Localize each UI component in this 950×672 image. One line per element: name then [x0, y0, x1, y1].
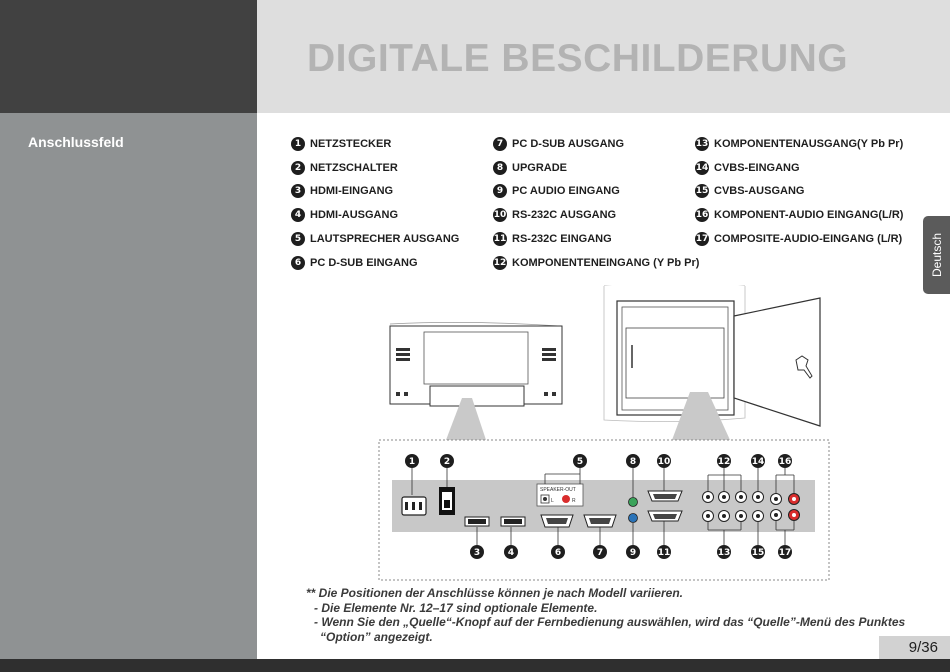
callout-8	[626, 454, 640, 468]
footer-bar	[0, 659, 950, 672]
hdmi-out-port	[501, 517, 525, 526]
legend-number: 11	[493, 234, 507, 244]
svg-text:15: 15	[751, 548, 765, 558]
svg-text:7: 7	[596, 548, 604, 558]
svg-text:14: 14	[751, 457, 765, 467]
svg-text:17: 17	[778, 548, 792, 558]
callout-15	[751, 545, 765, 559]
legend-number: 7	[493, 137, 507, 151]
legend-number: 5	[291, 232, 305, 246]
legend-label: PC D-SUB AUSGANG	[512, 138, 625, 150]
legend-number: 16	[695, 210, 709, 220]
legend-label: PC AUDIO EINGANG	[512, 185, 620, 197]
legend-number: 6	[291, 256, 305, 270]
svg-text:8: 8	[629, 457, 637, 467]
legend-number: 9	[493, 184, 507, 198]
legend-number: 10	[493, 210, 507, 220]
page-number: 9/36	[908, 639, 938, 656]
legend-number: 13	[695, 139, 709, 149]
legend-label: KOMPONENTENAUSGANG(Y Pb Pr)	[714, 138, 904, 150]
speaker-out-port	[537, 484, 583, 506]
footnotes	[306, 586, 905, 644]
callout-7	[593, 545, 607, 559]
pc-audio-in-port	[629, 514, 638, 523]
cabinet-illustration	[604, 286, 820, 440]
pc-dsub-in-port	[541, 515, 573, 527]
note-line: “Option” angezeigt.	[320, 629, 433, 644]
hdmi-in-port	[465, 517, 489, 526]
callout-10	[657, 454, 671, 468]
svg-text:11: 11	[657, 548, 671, 558]
language-tab-label: Deutsch	[929, 232, 944, 278]
legend-number: 4	[291, 208, 305, 222]
svg-text:16: 16	[778, 457, 792, 467]
legend-number: 2	[291, 161, 305, 175]
power-switch	[439, 487, 455, 515]
legend-number: 15	[695, 186, 709, 196]
svg-text:5: 5	[576, 457, 584, 467]
callout-4	[504, 545, 518, 559]
legend-label: NETZSTECKER	[310, 138, 392, 150]
svg-text:10: 10	[657, 457, 671, 467]
svg-text:9: 9	[629, 548, 637, 558]
legend-number: 12	[493, 258, 507, 268]
callout-11	[657, 545, 671, 559]
page-number-box	[879, 636, 950, 659]
svg-text:1: 1	[408, 457, 416, 467]
note-line: - Wenn Sie den „Quelle“-Knopf auf der Fernbedienung auswählen, wird das “Quelle”-Menü des Punktes	[314, 615, 906, 629]
legend-number: 8	[493, 161, 507, 175]
callout-5	[573, 454, 587, 468]
display-back-illustration	[390, 322, 562, 440]
legend-label: KOMPONENTENEINGANG (Y Pb Pr)	[512, 257, 700, 269]
legend-label: COMPOSITE-AUDIO-EINGANG (L/R)	[714, 233, 903, 245]
svg-text:6: 6	[554, 548, 562, 558]
legend-number: 1	[291, 137, 305, 151]
legend-label: PC D-SUB EINGANG	[310, 257, 418, 269]
legend-number: 17	[695, 234, 709, 244]
section-heading: Anschlussfeld	[28, 134, 124, 150]
legend-label: HDMI-EINGANG	[310, 185, 394, 197]
svg-text:2: 2	[443, 457, 451, 467]
svg-text:13: 13	[717, 548, 731, 558]
legend-number: 14	[695, 163, 709, 173]
legend-label: KOMPONENT-AUDIO EINGANG(L/R)	[714, 209, 904, 221]
component-in-ports	[703, 492, 747, 503]
svg-text:4: 4	[507, 548, 515, 558]
rs232c-out-port	[648, 491, 682, 501]
rs232c-in-port	[648, 511, 682, 521]
legend-label: HDMI-AUSGANG	[310, 209, 398, 221]
note-line: ** Die Positionen der Anschlüsse können je nach Modell variieren.	[306, 586, 683, 600]
speaker-left-label: L	[551, 498, 554, 504]
legend-label: LAUTSPRECHER AUSGANG	[310, 233, 460, 245]
legend-label: NETZSCHALTER	[310, 162, 398, 174]
callout-16	[778, 454, 792, 468]
legend-number: 3	[291, 184, 305, 198]
callout-17	[778, 545, 792, 559]
callout-13	[717, 545, 731, 559]
legend-label: RS-232C AUSGANG	[512, 209, 617, 221]
page-title: DIGITALE BESCHILDERUNG	[307, 37, 849, 80]
callout-12	[717, 454, 731, 468]
speaker-out-label: SPEAKER-OUT	[540, 487, 576, 493]
upgrade-port	[629, 498, 638, 507]
note-line: - Die Elemente Nr. 12–17 sind optionale Elemente.	[314, 600, 598, 615]
speaker-right-label: R	[572, 498, 576, 504]
legend-label: CVBS-EINGANG	[714, 162, 800, 174]
legend-label: UPGRADE	[512, 162, 568, 174]
callout-14	[751, 454, 765, 468]
callout-9	[626, 545, 640, 559]
svg-text:3: 3	[473, 548, 481, 558]
pc-dsub-out-port	[584, 515, 616, 527]
callout-3	[470, 545, 484, 559]
legend-label: CVBS-AUSGANG	[714, 185, 805, 197]
callout-6	[551, 545, 565, 559]
svg-text:12: 12	[717, 457, 731, 467]
component-out-ports	[703, 511, 747, 522]
callout-1	[405, 454, 419, 468]
power-socket	[402, 497, 426, 515]
legend-label: RS-232C EINGANG	[512, 233, 612, 245]
callout-2	[440, 454, 454, 468]
